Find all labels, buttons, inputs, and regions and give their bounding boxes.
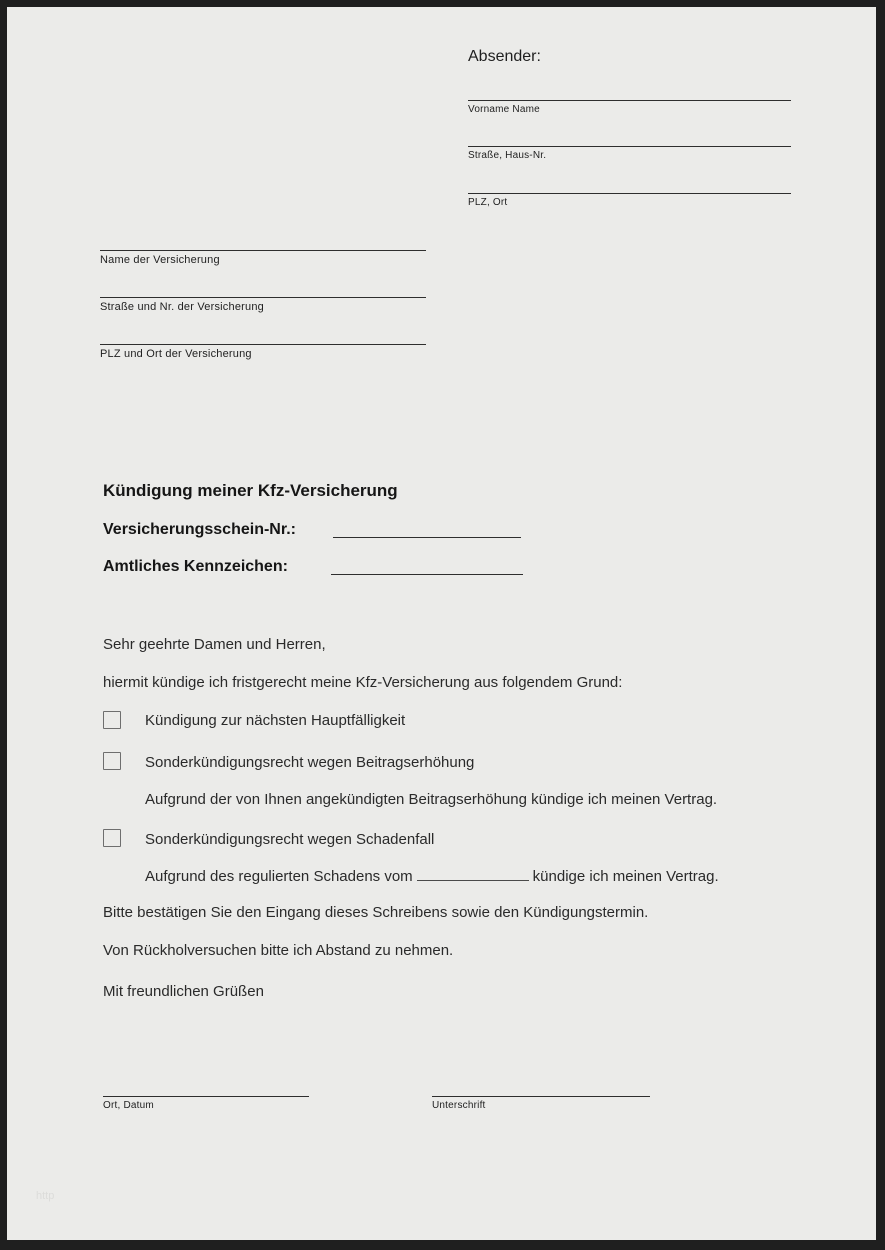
recipient-street-label: Straße und Nr. der Versicherung — [100, 301, 264, 313]
subject-title: Kündigung meiner Kfz-Versicherung — [103, 481, 398, 500]
schadenfall-note-before: Aufgrund des regulierten Schadens vom — [145, 868, 413, 885]
license-plate-input[interactable] — [331, 556, 523, 575]
schaden-date-input[interactable] — [417, 869, 529, 881]
sender-city-field[interactable] — [468, 193, 791, 208]
sender-name-label: Vorname Name — [468, 104, 540, 115]
checkbox-beitragserhoehung[interactable] — [103, 752, 121, 770]
reason-beitragserhoehung-label: Sonderkündigungsrecht wegen Beitragserhöhung — [145, 754, 475, 771]
policy-number-label: Versicherungsschein-Nr.: — [103, 521, 296, 538]
reason-beitragserhoehung-note: Aufgrund der von Ihnen angekündigten Beitragserhöhung kündige ich meinen Vertrag. — [145, 791, 718, 808]
sender-name-field[interactable] — [468, 100, 791, 115]
recipient-name-label: Name der Versicherung — [100, 254, 220, 266]
sender-city-label: PLZ, Ort — [468, 197, 508, 208]
reason-schadenfall-note — [145, 868, 719, 885]
signature-label: Unterschrift — [432, 1100, 486, 1111]
checkbox-schadenfall[interactable] — [103, 829, 121, 847]
checkbox-hauptfaelligkeit[interactable] — [103, 711, 121, 729]
license-plate-label: Amtliches Kennzeichen: — [103, 558, 288, 575]
sender-heading: Absender: — [468, 48, 541, 65]
no-retention-line: Von Rückholversuchen bitte ich Abstand zu nehmen. — [103, 942, 454, 959]
recipient-city-field[interactable] — [100, 344, 426, 360]
place-date-field[interactable] — [103, 1096, 309, 1111]
recipient-name-field[interactable] — [100, 250, 426, 266]
place-date-label: Ort, Datum — [103, 1100, 154, 1111]
sender-street-label: Straße, Haus-Nr. — [468, 150, 547, 161]
reason-schadenfall-label: Sonderkündigungsrecht wegen Schadenfall — [145, 831, 435, 848]
sender-street-field[interactable] — [468, 146, 791, 161]
watermark-text: http — [36, 1190, 55, 1202]
policy-number-input[interactable] — [333, 519, 521, 538]
confirm-request-line: Bitte bestätigen Sie den Eingang dieses Schreibens sowie den Kündigungstermin. — [103, 904, 649, 921]
closing-line: Mit freundlichen Grüßen — [103, 983, 264, 1000]
recipient-city-label: PLZ und Ort der Versicherung — [100, 348, 252, 360]
schadenfall-note-after: kündige ich meinen Vertrag. — [532, 868, 719, 885]
intro-line: hiermit kündige ich fristgerecht meine Kfz-Versicherung aus folgendem Grund: — [103, 674, 623, 691]
reason-hauptfaelligkeit-label: Kündigung zur nächsten Hauptfälligkeit — [145, 712, 406, 729]
salutation: Sehr geehrte Damen und Herren, — [103, 636, 326, 653]
signature-field[interactable] — [432, 1096, 650, 1111]
recipient-street-field[interactable] — [100, 297, 426, 313]
